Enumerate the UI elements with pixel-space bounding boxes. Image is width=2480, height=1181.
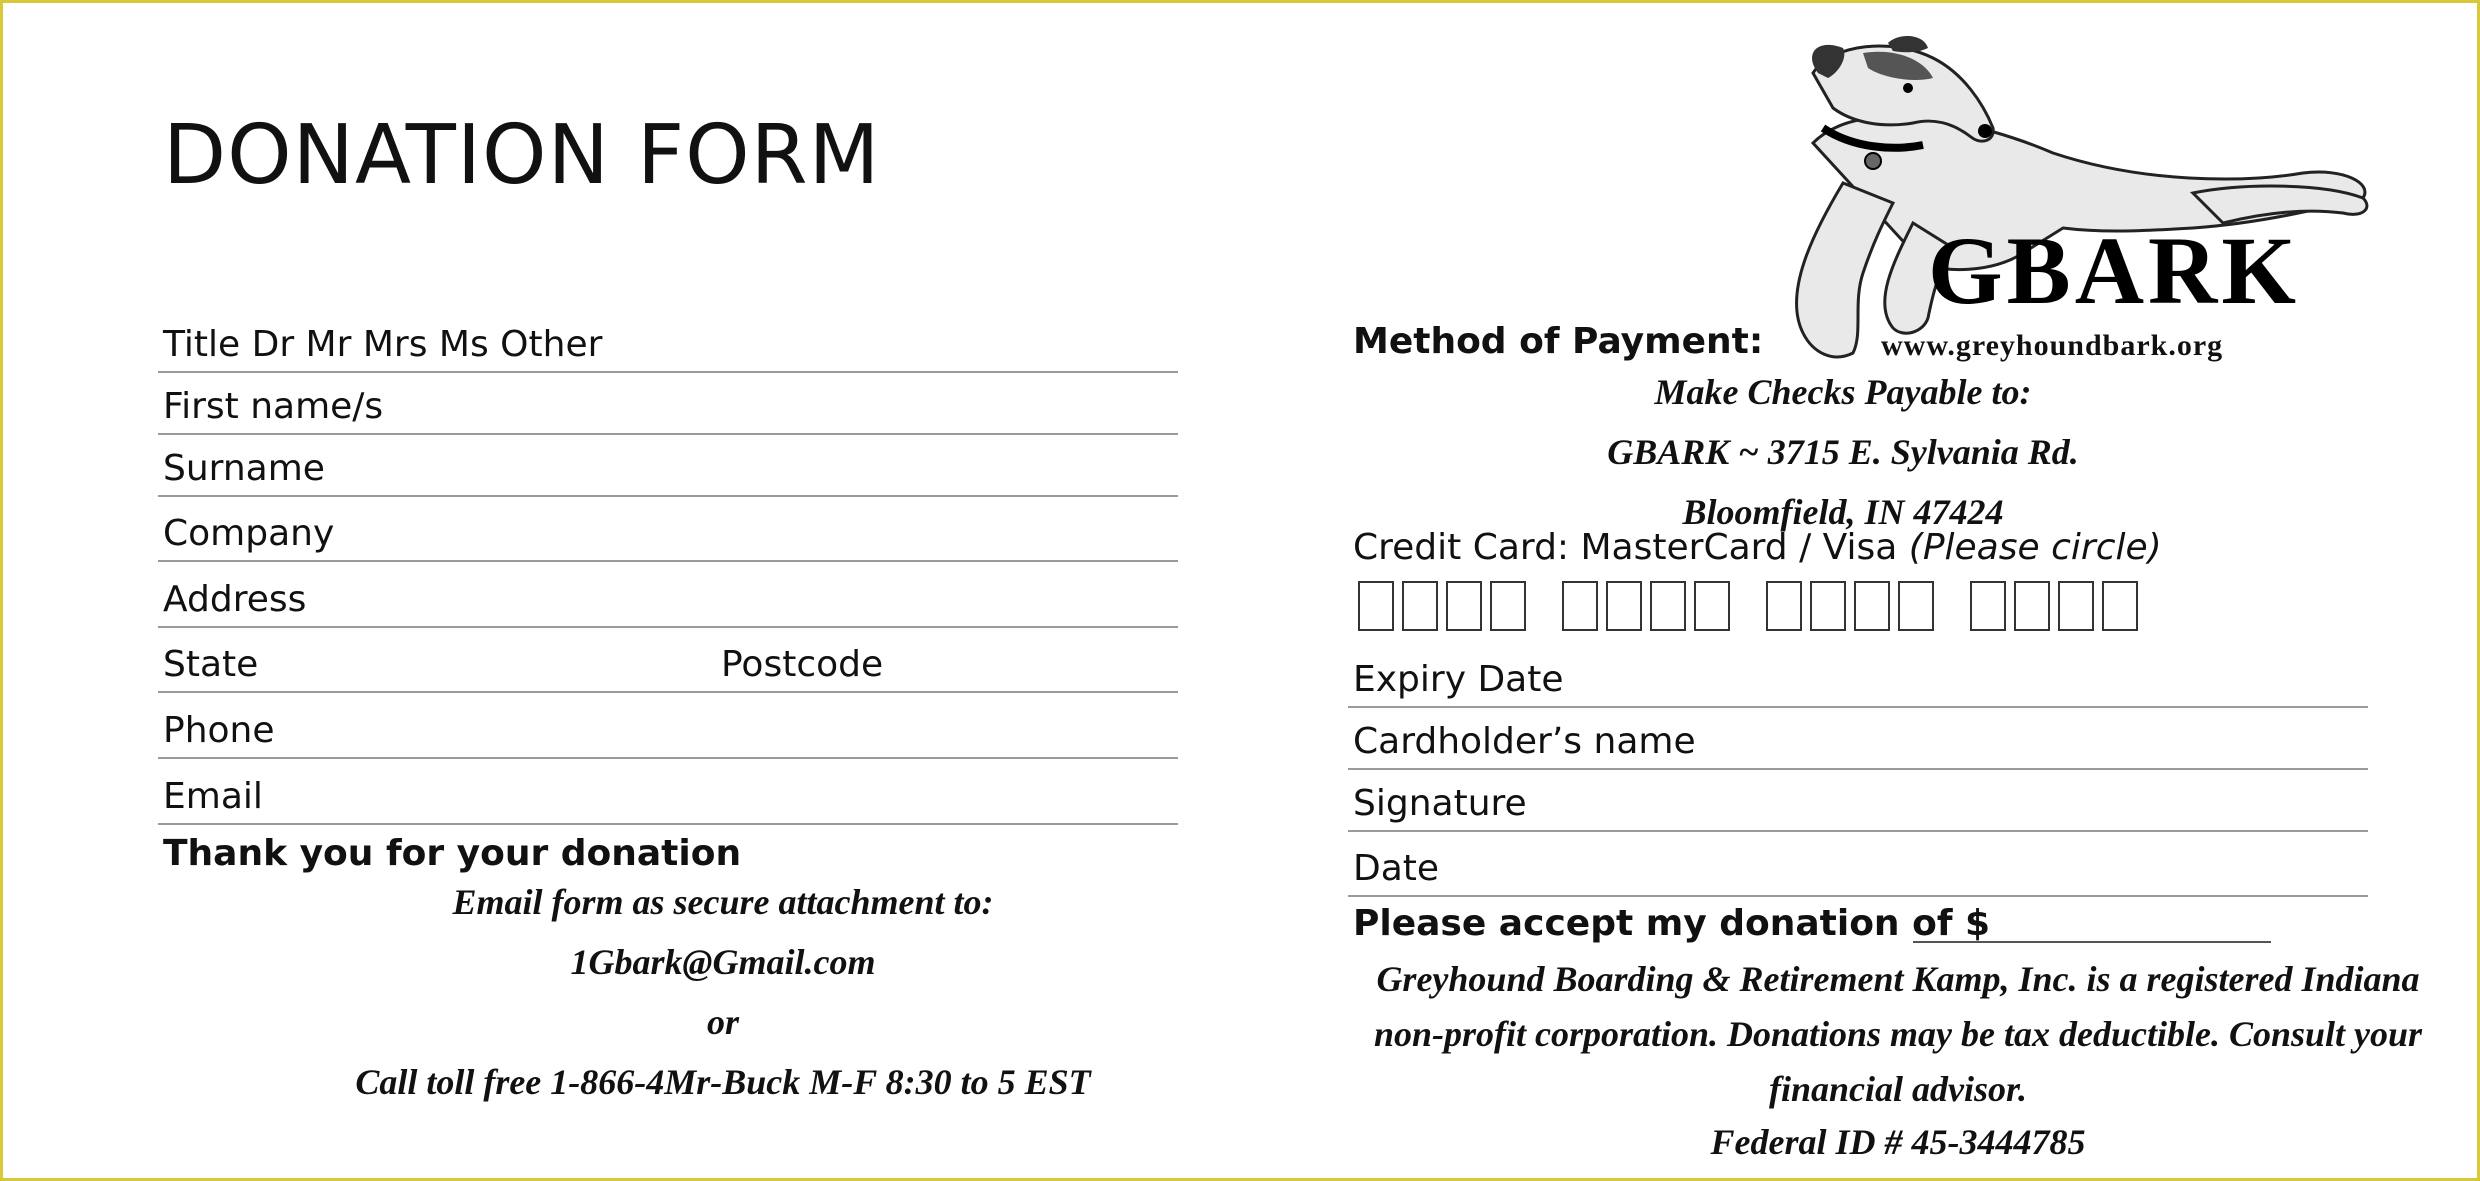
website-url[interactable]: www.greyhoundbark.org — [1881, 329, 2224, 362]
date-field[interactable] — [1348, 835, 2368, 897]
date-label: Date — [1353, 848, 1440, 889]
checks-address-line1: GBARK ~ 3715 E. Sylvania Rd. — [1607, 432, 2079, 472]
please-circle-note: (Please circle) — [1908, 527, 2162, 568]
card-box-group — [1358, 581, 1526, 637]
or-text: or — [706, 1002, 739, 1042]
card-digit-box[interactable] — [1694, 581, 1730, 631]
card-digit-box[interactable] — [2102, 581, 2138, 631]
state-postcode-field[interactable] — [158, 631, 1178, 693]
title-field[interactable] — [158, 311, 1178, 373]
phone-field[interactable] — [158, 697, 1178, 759]
first-name-field[interactable] — [158, 373, 1178, 435]
checks-address-line2: Bloomfield, IN 47424 — [1682, 492, 2004, 532]
card-digit-box[interactable] — [1490, 581, 1526, 631]
email-instructions-line: Email form as secure attachment to: — [452, 882, 994, 922]
postcode-label: Postcode — [721, 644, 884, 685]
cardholder-name-label: Cardholder’s name — [1353, 721, 1696, 762]
call-toll-free-text: Call toll free 1-866-4Mr-Buck M-F 8:30 to 5 EST — [355, 1062, 1091, 1102]
state-label: State — [163, 644, 259, 685]
make-checks-payable: Make Checks Payable to: — [1654, 372, 2032, 412]
card-digit-box[interactable] — [2058, 581, 2094, 631]
page-title: DONATION FORM — [163, 108, 881, 203]
method-of-payment-heading: Method of Payment: — [1353, 321, 1764, 362]
card-box-group — [1970, 581, 2138, 637]
disclaimer-line1: Greyhound Boarding & Retirement Kamp, Inc. is a registered Indiana — [1376, 959, 2420, 999]
surname-field[interactable] — [158, 435, 1178, 497]
phone-label: Phone — [163, 710, 275, 751]
federal-id: Federal ID # 45-3444785 — [1710, 1122, 2086, 1162]
card-box-group — [1766, 581, 1934, 637]
card-digit-box[interactable] — [1650, 581, 1686, 631]
signature-label: Signature — [1353, 783, 1527, 824]
address-label: Address — [163, 579, 307, 620]
thank-you-text: Thank you for your donation — [163, 833, 742, 874]
card-digit-box[interactable] — [1898, 581, 1934, 631]
card-digit-box[interactable] — [1606, 581, 1642, 631]
company-label: Company — [163, 513, 335, 554]
card-digit-box[interactable] — [1562, 581, 1598, 631]
company-field[interactable] — [158, 500, 1178, 562]
email-address: 1Gbark@Gmail.com — [570, 942, 876, 982]
title-field-label: Title Dr Mr Mrs Ms Other — [163, 324, 603, 365]
gbark-logo-text: GBARK — [1928, 217, 2301, 324]
card-digit-box[interactable] — [1970, 581, 2006, 631]
card-digit-box[interactable] — [1446, 581, 1482, 631]
card-box-group — [1562, 581, 1730, 637]
card-digit-box[interactable] — [1358, 581, 1394, 631]
disclaimer-line2: non-profit corporation. Donations may be tax deductible. Consult your — [1373, 1014, 2423, 1054]
disclaimer-line3: financial advisor. — [1768, 1069, 2028, 1109]
card-digit-box[interactable] — [1854, 581, 1890, 631]
card-digit-box[interactable] — [2014, 581, 2050, 631]
card-digit-box[interactable] — [1766, 581, 1802, 631]
first-name-label: First name/s — [163, 386, 384, 427]
address-field[interactable] — [158, 566, 1178, 628]
card-digit-box[interactable] — [1402, 581, 1438, 631]
donation-amount-prompt: Please accept my donation of $ — [1353, 903, 1991, 944]
credit-card-line — [1353, 527, 2162, 568]
card-digit-box[interactable] — [1810, 581, 1846, 631]
email-field[interactable] — [158, 763, 1178, 825]
signature-field[interactable] — [1348, 770, 2368, 832]
expiry-date-label: Expiry Date — [1353, 659, 1564, 700]
credit-card-label: Credit Card: MasterCard / Visa — [1353, 527, 1909, 568]
cardholder-name-field[interactable] — [1348, 708, 2368, 770]
surname-label: Surname — [163, 448, 325, 489]
donation-amount-input[interactable] — [1913, 941, 2271, 943]
card-number-boxes[interactable] — [1358, 581, 2138, 637]
expiry-date-field[interactable] — [1348, 646, 2368, 708]
email-label: Email — [163, 776, 263, 817]
